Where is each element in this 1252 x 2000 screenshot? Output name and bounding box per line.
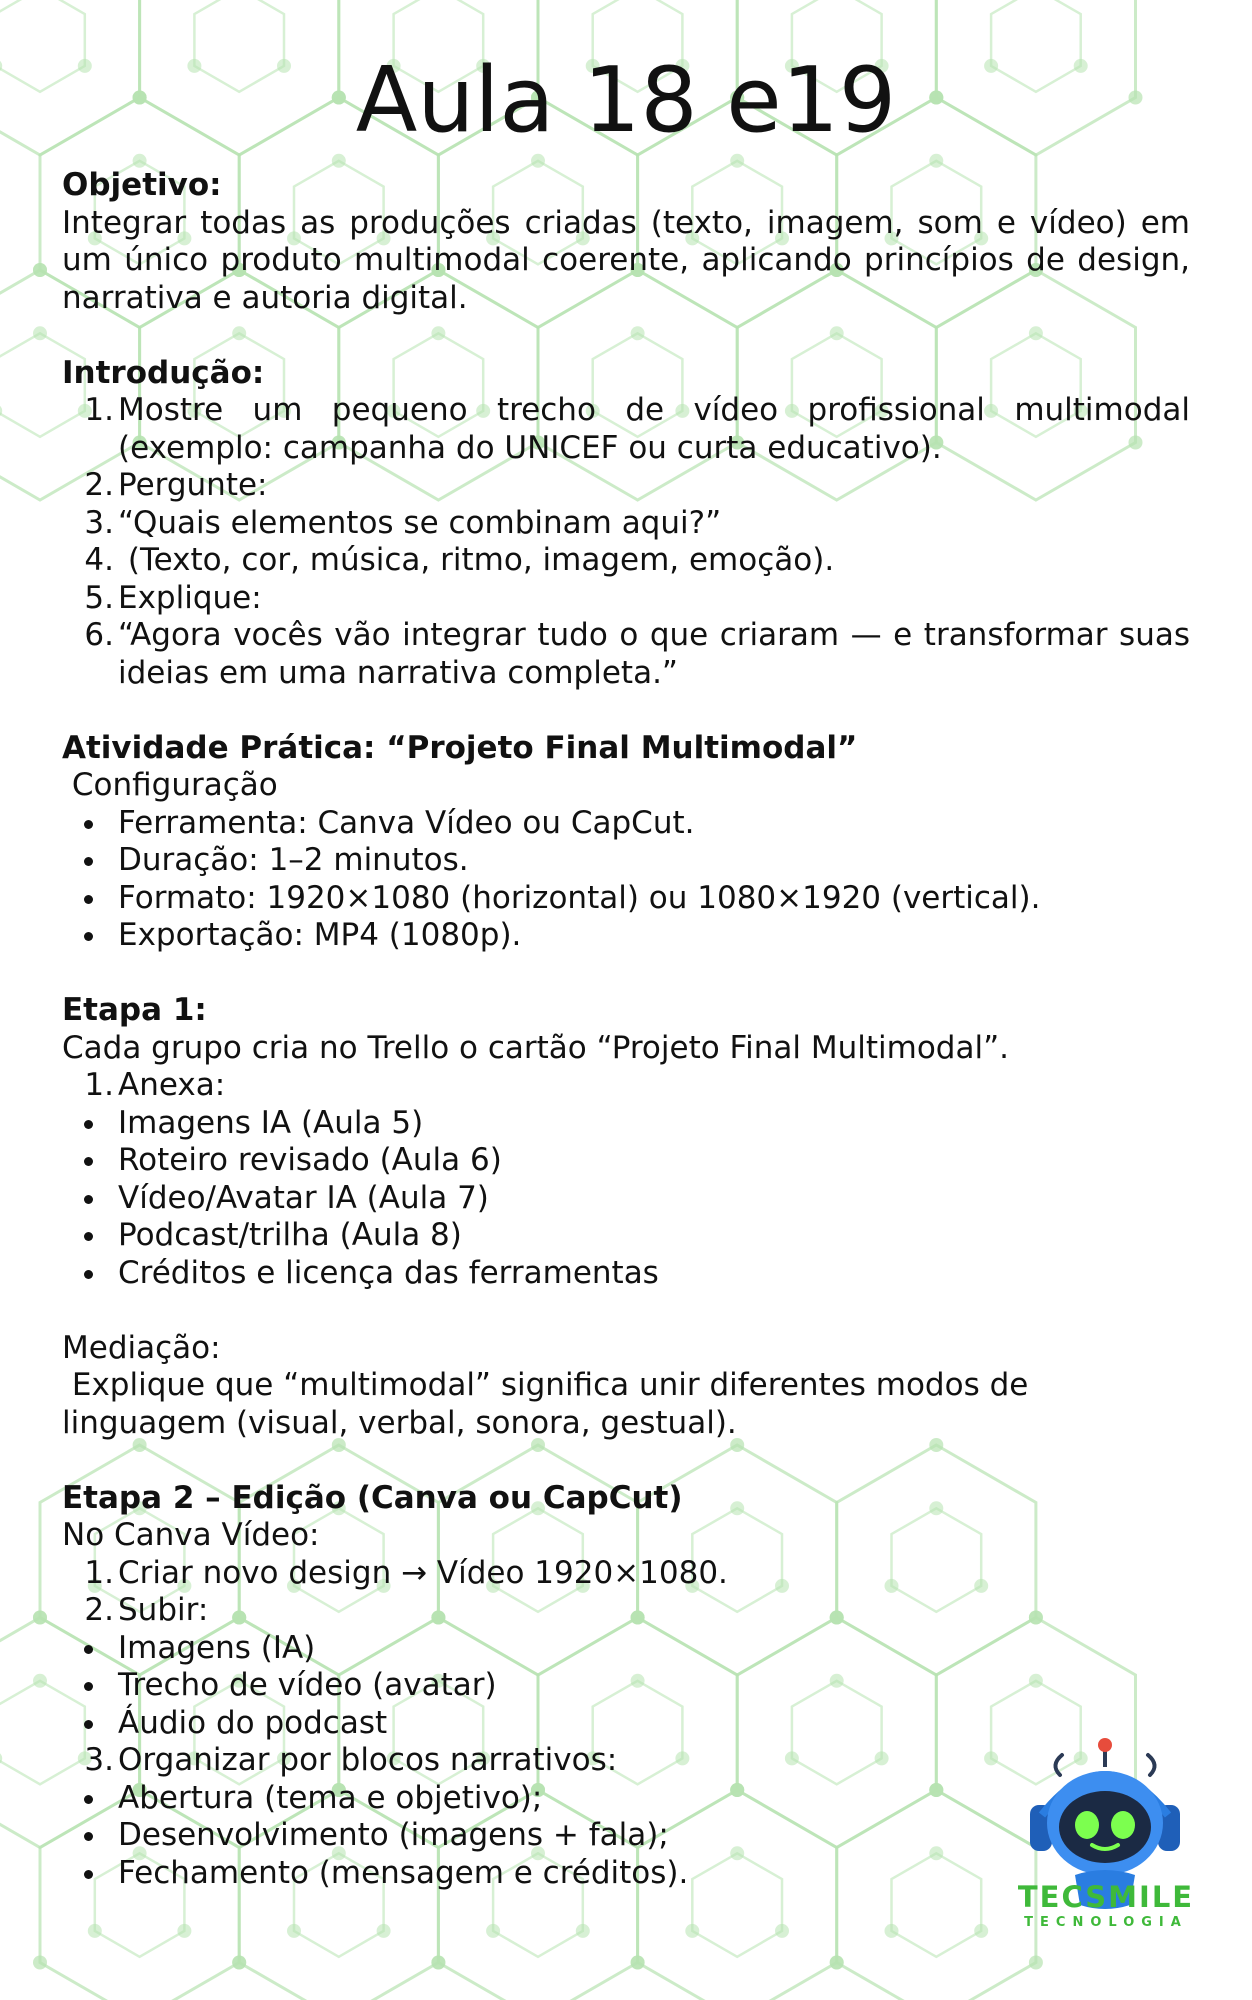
list-item: 5. Explique: <box>62 580 1190 618</box>
list-item-text: (Texto, cor, música, ritmo, imagem, emoção). <box>118 542 835 578</box>
bullet-item: Áudio do podcast <box>62 1705 1190 1743</box>
introduction-section <box>62 355 1190 693</box>
list-item: 4. (Texto, cor, música, ritmo, imagem, emoção). <box>62 542 1190 580</box>
list-item: 2. Subir: <box>84 1592 209 1628</box>
page-title: Aula 18 e19 <box>355 48 897 153</box>
mediation-heading: Mediação: <box>62 1329 221 1366</box>
bullet-item: Fechamento (mensagem e créditos). <box>62 1855 1190 1893</box>
list-item: 3. Organizar por blocos narrativos: <box>84 1742 618 1778</box>
bullet-item: Duração: 1–2 minutos. <box>62 842 1190 880</box>
list-item-text: “Quais elementos se combinam aqui?” <box>118 504 722 541</box>
activity-subheading: Configuração <box>62 767 278 803</box>
bullet-item: Vídeo/Avatar IA (Aula 7) <box>62 1180 1190 1218</box>
bullet-item: Podcast/trilha (Aula 8) <box>62 1217 1190 1255</box>
bullet-item: Exportação: MP4 (1080p). <box>62 917 1190 955</box>
step2-heading: Etapa 2 – Edição (Canva ou CapCut) <box>62 1479 683 1516</box>
brand-logo-name: TECSMILE <box>1017 1880 1195 1914</box>
step2-text: No Canva Vídeo: <box>62 1517 320 1553</box>
list-item: 3. “Quais elementos se combinam aqui?” <box>62 505 1190 543</box>
bullet-item: Imagens IA (Aula 5) <box>62 1105 1190 1143</box>
lesson-content <box>62 167 1190 1892</box>
mediation-section <box>62 1330 1190 1443</box>
list-item-text: Pergunte: <box>118 467 268 503</box>
bullet-item: Formato: 1920×1080 (horizontal) ou 1080×1920 (vertical). <box>62 880 1190 918</box>
bullet-item: Ferramenta: Canva Vídeo ou CapCut. <box>62 805 1190 843</box>
bullet-item: Créditos e licença das ferramentas <box>62 1255 1190 1293</box>
list-item: 1. Anexa: <box>84 1067 226 1103</box>
objective-text: Integrar todas as produções criadas (texto, imagem, som e vídeo) em um único produto multimodal coerente, aplicando princípios de design, narrativa e autoria digital. <box>62 204 1190 316</box>
bullet-item: Imagens (IA) <box>62 1630 1190 1668</box>
objective-section <box>62 167 1190 317</box>
list-item-text: Explique: <box>118 579 262 616</box>
step1-section <box>62 992 1190 1292</box>
objective-heading: Objetivo: <box>62 167 222 203</box>
bullet-item: Trecho de vídeo (avatar) <box>62 1667 1190 1705</box>
bullet-item: Abertura (tema e objetivo); <box>62 1780 1190 1818</box>
list-item: 2. Pergunte: <box>62 467 1190 505</box>
list-item-text: “Agora vocês vão integrar tudo o que criaram — e transformar suas ideias em uma narrativa completa.” <box>118 617 1190 691</box>
list-item: 1. Mostre um pequeno trecho de vídeo profissional multimodal (exemplo: campanha do UNICEF ou curta educativo). <box>84 392 1190 466</box>
step1-heading: Etapa 1: <box>62 992 207 1028</box>
activity-section <box>62 730 1190 955</box>
bullet-item: Roteiro revisado (Aula 6) <box>62 1142 1190 1180</box>
list-item: 6. “Agora vocês vão integrar tudo o que criaram — e transformar suas ideias em uma narrativa completa.” <box>84 617 1190 691</box>
mediation-text: Explique que “multimodal” significa unir diferentes modos de linguagem (visual, verbal, sonora, gestual). <box>62 1367 1039 1441</box>
list-item: 1. Criar novo design → Vídeo 1920×1080. <box>84 1554 728 1591</box>
bullet-item: Desenvolvimento (imagens + fala); <box>62 1817 1190 1855</box>
step1-text: Cada grupo cria no Trello o cartão “Projeto Final Multimodal”. <box>62 1029 1009 1066</box>
introduction-heading: Introdução: <box>62 354 265 391</box>
activity-heading: Atividade Prática: “Projeto Final Multimodal” <box>62 729 858 766</box>
brand-logo-subtitle: TECNOLOGIA <box>1024 1915 1188 1930</box>
list-item-text: Mostre um pequeno trecho de vídeo profissional multimodal (exemplo: campanha do UNICEF ou curta educativo). <box>118 392 1190 466</box>
